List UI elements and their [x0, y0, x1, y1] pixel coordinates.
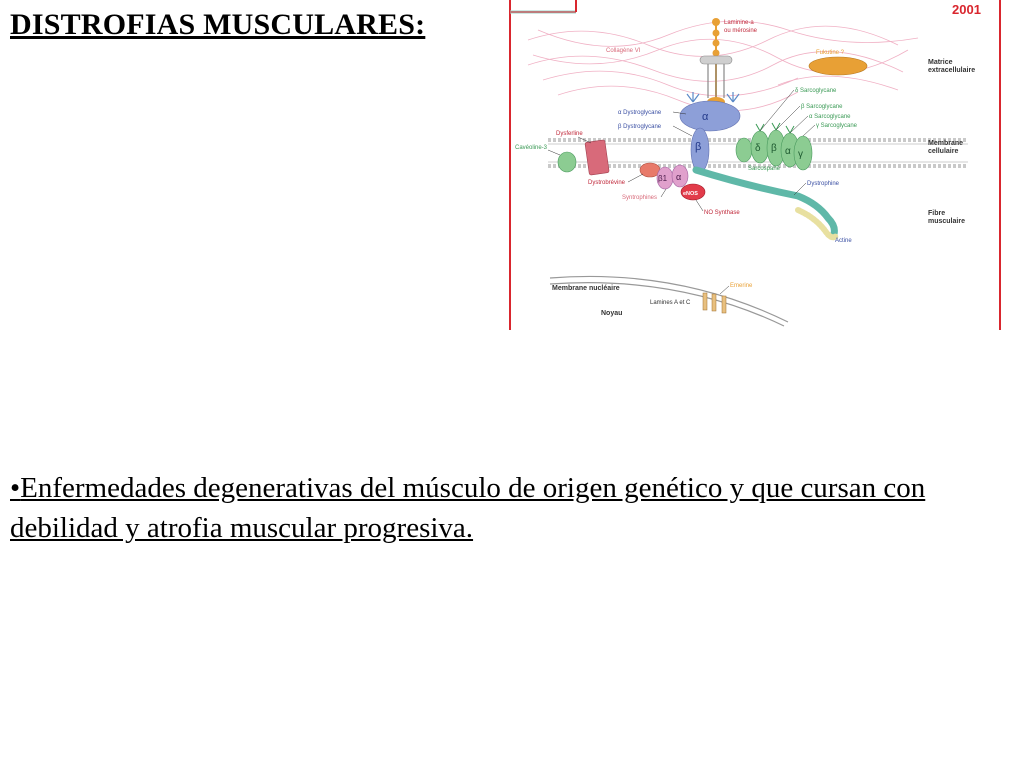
noyau-label: Noyau — [601, 310, 623, 317]
alpha-syn-glyph: α — [676, 172, 682, 182]
caveoline-protein — [558, 152, 576, 172]
merosine-label: ou mérosine — [724, 28, 758, 34]
diagram-svg — [498, 0, 1010, 335]
matrice-label-2: extracellulaire — [928, 67, 976, 74]
nos-synthase-label: NO Synthase — [704, 210, 740, 216]
membrane-label-1: Membrane — [928, 140, 964, 147]
actine-label: Actine — [835, 238, 852, 244]
beta-dg-label: β Dystroglycane — [618, 124, 662, 130]
dysferline-protein — [585, 140, 609, 175]
laminine-label: Laminine-a — [724, 20, 754, 26]
alpha-dg-glyph: α — [702, 111, 709, 123]
delta-sg-label: δ Sarcoglycane — [795, 88, 837, 94]
year-label: 2001 — [952, 2, 981, 17]
gamma-sg-label: γ Sarcoglycane — [816, 123, 858, 129]
bullet-mark: • — [10, 472, 21, 504]
gamma-sg-glyph: γ — [798, 149, 803, 160]
membrane-label-2: cellulaire — [928, 148, 959, 155]
fukutine-label: Fukutine ? — [816, 50, 845, 56]
muscular-dystrophy-protein-diagram — [498, 0, 1010, 335]
bullet-text: Enfermedades degenerativas del músculo de origen genético y que cursan con debilidad y atrofia muscular progresiva. — [10, 472, 926, 544]
beta1-glyph: β1 — [658, 174, 668, 183]
slide-title: DISTROFIAS MUSCULARES: — [10, 8, 426, 41]
dystrophine-label: Dystrophine — [807, 181, 840, 187]
matrice-label-1: Matrice — [928, 59, 953, 66]
membrane-nucleaire-label: Membrane nucléaire — [552, 285, 620, 292]
alpha-sg-label: α Sarcoglycane — [809, 114, 851, 120]
bullet-paragraph — [10, 468, 1000, 548]
beta-dg-glyph: β — [695, 141, 702, 153]
fibre-label-1: Fibre — [928, 210, 946, 217]
beta-sg-label: β Sarcoglycane — [801, 104, 843, 110]
alpha-sg-glyph: α — [785, 146, 791, 157]
dysferline-label: Dysferline — [556, 131, 583, 137]
beta-sg-glyph: β — [771, 143, 777, 154]
alpha-dg-label: α Dystroglycane — [618, 110, 662, 116]
dystrobrevine-label: Dystrobrévine — [588, 180, 626, 186]
enos-label: eNOS — [683, 191, 698, 197]
fibre-label-2: musculaire — [928, 218, 965, 225]
caveoline-label: Cavéoline-3 — [515, 145, 548, 151]
collagene-label: Collagène VI — [606, 48, 641, 54]
syntrophines-label: Syntrophines — [622, 195, 658, 201]
emerine-label: Emerine — [730, 283, 753, 289]
sarcospane-label: Sarcospane — [748, 166, 781, 172]
fukutine-protein — [809, 57, 867, 75]
lamines-label: Lamines A et C — [650, 300, 691, 306]
delta-sg-glyph: δ — [755, 143, 761, 154]
